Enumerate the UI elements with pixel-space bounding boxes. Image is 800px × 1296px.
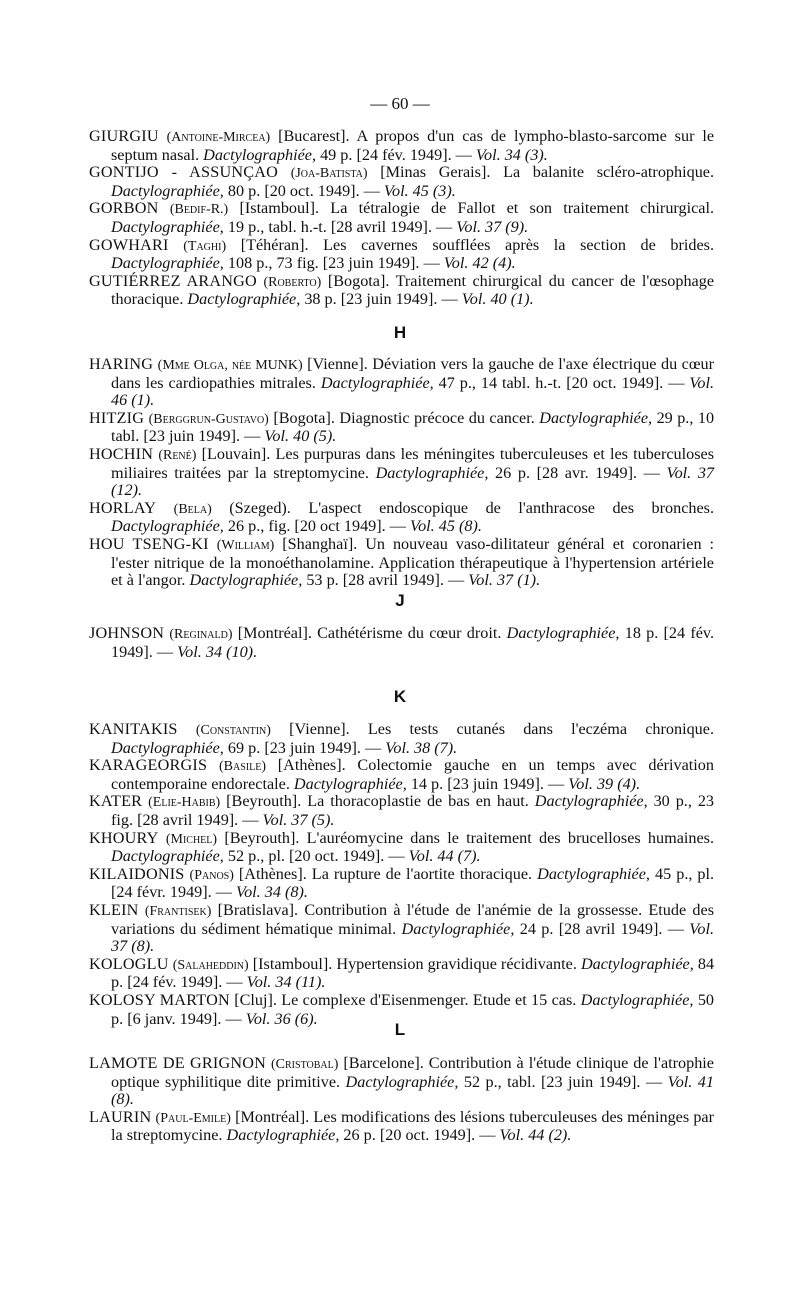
entry-author: GUTIÉRREZ ARANGO [89, 271, 257, 290]
entry-title: [Barcelone]. Contribution à l'étude clinique de l'atrophie optique syphilitique dite primitive. [111, 1054, 714, 1091]
entry-details: 24 p. [28 avril 1949]. — [519, 919, 684, 938]
entry-author: GIURGIU [89, 127, 159, 145]
entry-title: [Beyrouth]. La thoracoplastie de bas en haut. [226, 792, 529, 811]
entry-details: 52 p., tabl. [23 juin 1949]. — [463, 1072, 663, 1091]
entry-title: [Téhéran]. Les cavernes soufflées après la section de brides. [240, 235, 714, 254]
entry-volume: Vol. 44 (7). [408, 847, 481, 866]
bib-entry [89, 956, 714, 992]
entry-source: Dactylographiée, [320, 373, 434, 392]
entry-volume: Vol. 40 (5). [264, 427, 337, 446]
entry-title: (Szeged). L'aspect endoscopique de l'anthracose des bronches. [229, 498, 715, 517]
entry-volume: Vol. 37 (1). [468, 571, 541, 590]
entry-volume: Vol. 45 (3). [383, 181, 456, 200]
entry-title: [Bogota]. Traitement chirurgical du cancer de l'œsophage thoracique. [111, 271, 715, 309]
entry-source: Dactylographiée, [226, 1126, 340, 1145]
entry-source: Dactylographiée, [580, 954, 694, 973]
section-k [89, 721, 714, 1028]
entry-author: LAURIN [89, 1107, 152, 1126]
entry-given-name: (Berggrun-Gustavo) [148, 411, 269, 427]
entry-given-name: (Salaheddin) [172, 957, 249, 973]
entry-details: 45 p., pl. [24 févr. 1949]. — [111, 864, 715, 902]
bib-entry [89, 866, 714, 902]
entry-source: Dactylographiée, [111, 738, 224, 757]
entry-title: [Cluj]. Le complexe d'Eisenmenger. Etude et 15 cas. [234, 990, 577, 1009]
section-h [89, 356, 714, 590]
entry-details: 52 p., pl. [20 oct. 1949]. — [227, 847, 405, 866]
entry-given-name: (William) [216, 537, 275, 553]
entry-details: 38 p. [23 juin 1949]. — [304, 290, 458, 309]
entry-author: HITZIG [89, 408, 145, 427]
bib-entry [89, 1109, 714, 1145]
entry-given-name: (Constantin) [195, 723, 271, 738]
entry-title: [Bogota]. Diagnostic précoce du cancer. [273, 408, 535, 427]
entry-author: KANITAKIS [89, 720, 178, 738]
bib-entry [89, 200, 714, 236]
entry-given-name: (Panos) [189, 867, 234, 883]
bib-entry [89, 356, 714, 410]
entry-volume: Vol. 34 (10). [177, 642, 258, 661]
entry-author: KHOURY [89, 828, 159, 847]
entry-given-name: (Reginald) [169, 627, 233, 642]
entry-volume: Vol. 41 (8). [111, 1072, 714, 1109]
entry-volume: Vol. 36 (6). [245, 1009, 318, 1028]
entry-source: Dactylographiée, [111, 254, 224, 273]
entry-volume: Vol. 37 (9). [456, 217, 529, 236]
entry-title: [Vienne]. Les tests cutanés dans l'eczéma chronique. [289, 720, 714, 738]
bib-entry [89, 446, 714, 500]
section-j [89, 625, 714, 661]
section-letter-k: K [393, 687, 407, 706]
entry-author: KATER [89, 792, 143, 811]
entry-author: HORLAY [89, 498, 157, 517]
entry-author: JOHNSON [89, 624, 165, 642]
entry-title: [Athènes]. La rupture de l'aortite thoracique. [238, 864, 533, 883]
section-letter-j: J [395, 591, 405, 610]
entry-details: 49 p. [24 fév. 1949]. — [320, 145, 472, 164]
entry-source: Dactylographiée, [534, 792, 648, 811]
entry-volume: Vol. 39 (4). [568, 774, 641, 793]
entry-author: KARAGEORGIS [89, 756, 208, 775]
entry-author: KOLOSY MARTON [89, 990, 230, 1009]
bib-entry [89, 625, 714, 661]
entry-source: Dactylographiée, [189, 571, 303, 590]
entry-source: Dactylographiée, [203, 145, 317, 164]
bib-entry [89, 902, 714, 956]
entry-volume: Vol. 44 (2). [499, 1126, 572, 1145]
entry-author: KLEIN [89, 900, 139, 919]
entry-given-name: (Paul-Emile) [155, 1110, 231, 1126]
bib-entry [89, 273, 714, 309]
entry-source: Dactylographiée, [111, 517, 224, 536]
entry-details: 108 p., 73 fig. [23 juin 1949]. — [227, 254, 440, 273]
entry-given-name: (Antoine-Mircea) [166, 130, 271, 145]
entry-volume: Vol. 38 (7). [385, 738, 458, 757]
entry-author: LAMOTE DE GRIGNON [89, 1054, 267, 1072]
entry-given-name: (Frantisek) [144, 903, 212, 919]
entry-given-name: (Mme Olga, née MUNK) [157, 358, 303, 373]
entry-volume: Vol. 34 (8). [235, 883, 308, 902]
entry-title: [Istamboul]. La tétralogie de Fallot et son traitement chirurgical. [239, 199, 715, 218]
entry-volume: Vol. 34 (3). [475, 145, 548, 164]
bib-entry [89, 830, 714, 866]
entry-title: [Bratislava]. Contribution à l'étude de l'anémie de la grossesse. Etude des variations du sédiment hématique minimal. [111, 900, 714, 938]
entry-source: Dactylographiée, [345, 1072, 459, 1091]
entry-given-name: (Bedif-R.) [169, 202, 229, 218]
entry-title: [Minas Gerais]. La balanite scléro-atrophique. [380, 163, 715, 182]
entry-given-name: (Elie-Habib) [148, 795, 221, 811]
entry-details: 18 p. [24 fév. 1949]. — [111, 624, 714, 661]
entry-volume: Vol. 37 (5). [262, 810, 335, 829]
entry-volume: Vol. 46 (1). [111, 373, 715, 410]
entry-source: Dactylographiée, [580, 990, 694, 1009]
entry-author: KOLOGLU [89, 954, 169, 973]
section-g [89, 128, 714, 309]
entry-title: [Shanghaï]. Un nouveau vaso-dilitateur général et coronarien : l'ester nitrique de la monoéthanolamine. Application thérapeutique à l'hypertension artériele et à l'angor. [111, 534, 715, 590]
bib-entry [89, 721, 714, 757]
entry-details: 30 p., 23 fig. [28 avril 1949]. — [111, 792, 715, 829]
entry-details: 69 p. [23 juin 1949]. — [227, 738, 382, 757]
bib-entry [89, 536, 714, 590]
entry-title: [Athènes]. Colectomie gauche en un temps avec dérivation contemporaine endorectale. [111, 756, 714, 793]
bib-entry [89, 164, 714, 200]
entry-given-name: (Michel) [165, 831, 218, 847]
entry-details: 26 p. [28 avr. 1949]. — [495, 463, 660, 482]
entry-title: [Louvain]. Les purpuras dans les méningites tuberculeuses et les tuberculoses miliaires traitées par la streptomycine. [111, 444, 715, 482]
bib-entry [89, 128, 714, 164]
entry-author: GORBON [89, 199, 159, 218]
entry-volume: Vol. 45 (8). [409, 517, 482, 536]
entry-author: GONTIJO - ASSUNÇAO [89, 163, 279, 182]
entry-given-name: (Roberto) [263, 274, 322, 290]
section-letter-l: L [394, 1020, 406, 1039]
entry-source: Dactylographiée, [537, 864, 650, 883]
entry-details: 80 p. [20 oct. 1949]. — [227, 181, 380, 200]
entry-author: HOU TSENG-KI [89, 534, 209, 553]
entry-details: 84 p. [24 fév. 1949]. — [111, 954, 715, 992]
entry-details: 47 p., 14 tabl. h.-t. [20 oct. 1949]. — [438, 373, 685, 392]
bib-entry [89, 500, 714, 536]
page-number: — 60 — [370, 94, 430, 113]
entry-author: GOWHARI [89, 235, 169, 254]
entry-details: 14 p. [23 juin 1949]. — [410, 774, 565, 793]
entry-author: HOCHIN [89, 444, 154, 463]
entry-title: [Montréal]. Cathétérisme du cœur droit. [237, 624, 502, 642]
entry-details: 26 p. [20 oct. 1949]. — [343, 1126, 496, 1145]
entry-source: Dactylographiée, [293, 774, 407, 793]
entry-author: HARING [89, 355, 154, 373]
entry-volume: Vol. 34 (11). [246, 973, 326, 992]
entry-source: Dactylographiée, [506, 624, 620, 642]
entry-given-name: (Taghi) [183, 238, 227, 254]
section-letter-h: H [393, 323, 407, 342]
entry-author: KILAIDONIS [89, 864, 185, 883]
entry-given-name: (Basile) [219, 759, 266, 775]
entry-volume: Vol. 37 (12). [111, 463, 715, 500]
entry-source: Dactylographiée, [375, 463, 489, 482]
entry-source: Dactylographiée, [111, 217, 224, 236]
entry-title: [Istamboul]. Hypertension gravidique récidivante. [252, 954, 577, 973]
bib-entry [89, 793, 714, 829]
entry-volume: Vol. 40 (1). [461, 290, 534, 309]
entry-source: Dactylographiée, [111, 847, 224, 866]
entry-details: 50 p. [6 janv. 1949]. — [111, 990, 715, 1028]
entry-given-name: (Joa-Batista) [290, 166, 368, 182]
entry-title: [Beyrouth]. L'auréomycine dans le traitement des brucelloses humaines. [224, 828, 715, 847]
entry-given-name: (Cristobal) [271, 1057, 339, 1072]
entry-volume: Vol. 42 (4). [443, 254, 516, 273]
entry-given-name: (René) [158, 447, 197, 463]
entry-source: Dactylographiée, [401, 919, 515, 938]
bib-entry [89, 410, 714, 446]
entry-given-name: (Bela) [173, 501, 212, 517]
entry-details: 26 p., fig. [20 oct 1949]. — [227, 517, 406, 536]
entry-title: [Montréal]. Les modifications des lésions tuberculeuses des méninges par la streptomycine. [111, 1107, 715, 1145]
bib-entry [89, 237, 714, 273]
section-l [89, 1055, 714, 1145]
bib-entry [89, 1055, 714, 1109]
entry-source: Dactylographiée, [111, 181, 224, 200]
entry-details: 19 p., tabl. h.-t. [28 avril 1949]. — [227, 217, 453, 236]
entry-details: 29 p., 10 tabl. [23 juin 1949]. — [111, 408, 715, 446]
entry-details: 53 p. [28 avril 1949]. — [306, 571, 465, 590]
bib-entry [89, 757, 714, 793]
entry-title: [Bucarest]. A propos d'un cas de lympho-blasto-sarcome sur le septum nasal. [111, 127, 715, 164]
entry-volume: Vol. 37 (8). [111, 919, 715, 956]
entry-source: Dactylographiée, [187, 290, 301, 309]
entry-title: [Vienne]. Déviation vers la gauche de l'axe électrique du cœur dans les cardiopathies mitrales. [111, 355, 715, 392]
entry-source: Dactylographiée, [539, 408, 653, 427]
